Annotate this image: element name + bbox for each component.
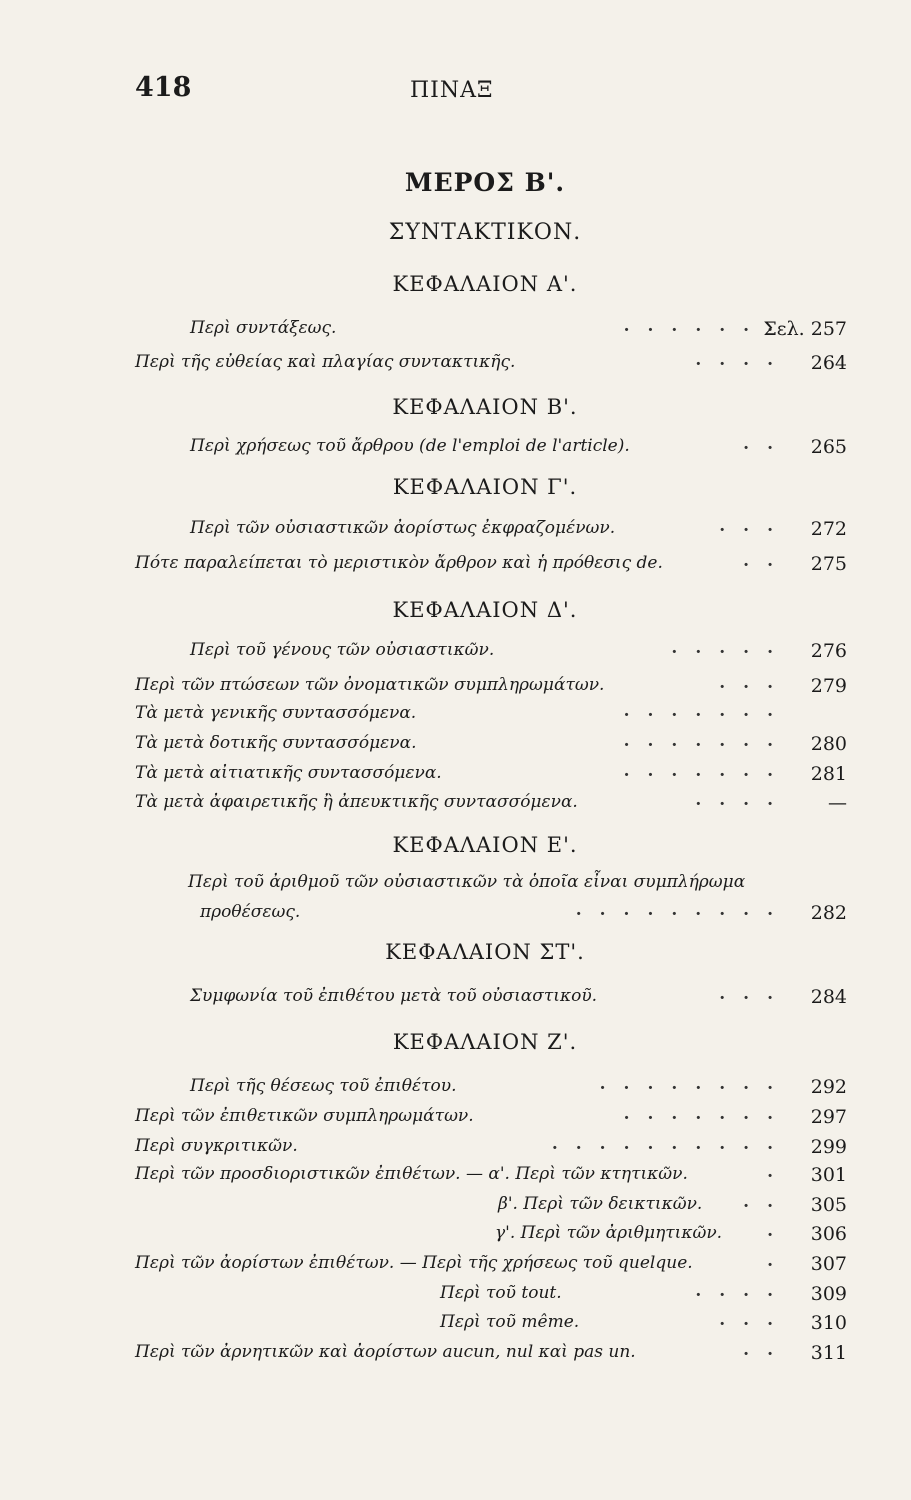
toc-entry-page: 282 [810,902,847,924]
dot-leader: ....... [623,701,791,721]
toc-entry-page: Σελ. 257 [763,318,847,340]
toc-entry-text: Τὰ μετὰ γενικῆς συντασσόμενα. [135,703,417,723]
toc-entry-text: Περὶ τῶν ἀορίστων ἐπιθέτων. — Περὶ τῆς χρήσεως τοῦ quelque. [135,1253,693,1273]
toc-entry-page: 265 [810,436,847,458]
dot-leader: .... [695,1281,791,1301]
toc-entry-page: 310 [810,1312,847,1334]
part-title: ΜΕΡΟΣ Β'. [404,168,566,197]
chapter-heading-a: ΚΕΦΑΛΑΙΟΝ Α'. [392,272,578,296]
toc-entry-text: Περὶ τοῦ γένους τῶν οὐσιαστικῶν. [190,640,495,660]
dot-leader: ....... [623,761,791,781]
toc-entry-page: 276 [810,640,847,662]
toc-entry-text: Τὰ μετὰ αἰτιατικῆς συντασσόμενα. [135,763,442,783]
toc-entry-page: 299 [810,1136,847,1158]
toc-entry-text: Τὰ μετὰ δοτικῆς συντασσόμενα. [135,733,417,753]
dot-leader: .. [743,1192,791,1212]
chapter-heading-g: ΚΕΦΑΛΑΙΟΝ Γ'. [392,475,578,499]
toc-entry-line1: Περὶ τοῦ ἀριθμοῦ τῶν οὐσιαστικῶν τὰ ὁποῖα εἶναι συμπλήρωμα [188,872,746,892]
toc-entry-page: 297 [810,1106,847,1128]
chapter-heading-b: ΚΕΦΑΛΑΙΟΝ Β'. [392,395,578,419]
dot-leader: ......... [575,900,791,920]
chapter-heading-e: ΚΕΦΑΛΑΙΟΝ Ε'. [392,833,578,857]
toc-entry-text: Περὶ τῆς θέσεως τοῦ ἐπιθέτου. [190,1076,457,1096]
toc-entry-text: Περὶ τῶν πτώσεων τῶν ὀνοματικῶν συμπληρωμάτων. [135,675,605,695]
dot-leader: ....... [623,1104,791,1124]
toc-entry-text: Περὶ τῶν ἐπιθετικῶν συμπληρωμάτων. [135,1106,474,1126]
dot-leader: ..... [671,638,791,658]
dot-leader: . [767,1162,791,1182]
toc-entry-page: 284 [810,986,847,1008]
page-number: 418 [135,72,192,103]
running-title: ΠΙΝΑΞ [410,78,494,103]
dot-leader: .. [743,1340,791,1360]
toc-entry-page: 305 [810,1194,847,1216]
toc-entry-text: Πότε παραλείπεται τὸ μεριστικὸν ἄρθρον καὶ ἡ πρόθεσις de. [135,553,663,573]
part-subtitle: ΣΥΝΤΑΚΤΙΚΟΝ. [388,220,582,245]
toc-entry-text: β'. Περὶ τῶν δεικτικῶν. [498,1194,703,1214]
toc-entry-page: — [828,792,847,814]
toc-entry-text: Περὶ τῶν οὐσιαστικῶν ἀορίστως ἐκφραζομένων. [190,518,616,538]
dot-leader: . [767,1221,791,1241]
toc-entry-text: Συμφωνία τοῦ ἐπιθέτου μετὰ τοῦ οὐσιαστικοῦ. [190,986,598,1006]
dot-leader: ... [719,516,791,536]
toc-entry-text: Τὰ μετὰ ἀφαιρετικῆς ἢ ἀπευκτικῆς συντασσόμενα. [135,792,578,812]
dot-leader: ....... [623,731,791,751]
toc-entry-page: 264 [810,352,847,374]
toc-entry-page: 281 [810,763,847,785]
dot-leader: ... [719,984,791,1004]
toc-entry-page: 292 [810,1076,847,1098]
toc-entry-page: 272 [810,518,847,540]
toc-entry-text: Περὶ συγκριτικῶν. [135,1136,298,1156]
dot-leader: .. [743,434,791,454]
toc-entry-text: Περὶ τῆς εὐθείας καὶ πλαγίας συντακτικῆς. [135,352,516,372]
chapter-heading-st: ΚΕΦΑΛΑΙΟΝ ΣΤ'. [385,940,585,964]
dot-leader: ....... [623,316,791,336]
toc-entry-page: 307 [810,1253,847,1275]
toc-entry-page: 279 [810,675,847,697]
dot-leader: ... [719,673,791,693]
toc-entry-text: Περὶ τοῦ tout. [440,1283,562,1303]
toc-entry-text: Περὶ συντάξεως. [190,318,337,338]
toc-entry-text: Περὶ τῶν ἀρνητικῶν καὶ ἀορίστων aucun, nul καὶ pas un. [135,1342,636,1362]
toc-entry-page: 309 [810,1283,847,1305]
toc-entry-page: 275 [810,553,847,575]
dot-leader: .. [743,551,791,571]
dot-leader: .......... [551,1134,791,1154]
chapter-heading-d: ΚΕΦΑΛΑΙΟΝ Δ'. [392,598,578,622]
dot-leader: .... [695,790,791,810]
dot-leader: . [767,1251,791,1271]
toc-entry-text: Περὶ τῶν προσδιοριστικῶν ἐπιθέτων. — α'. Περὶ τῶν κτητικῶν. [135,1164,688,1184]
chapter-heading-z: ΚΕΦΑΛΑΙΟΝ Ζ'. [392,1030,578,1054]
toc-entry-text: Περὶ τοῦ même. [440,1312,580,1332]
dot-leader: .... [695,350,791,370]
toc-entry-page: 311 [810,1342,847,1364]
dot-leader: ........ [599,1074,791,1094]
toc-entry-text: γ'. Περὶ τῶν ἀριθμητικῶν. [495,1223,723,1243]
toc-entry-text: προθέσεως. [200,902,301,922]
toc-entry-page: 301 [810,1164,847,1186]
dot-leader: ... [719,1310,791,1330]
toc-entry-page: 280 [810,733,847,755]
toc-entry-page: 306 [810,1223,847,1245]
toc-entry-text: Περὶ χρήσεως τοῦ ἄρθρου (de l'emploi de l'article). [190,436,630,456]
